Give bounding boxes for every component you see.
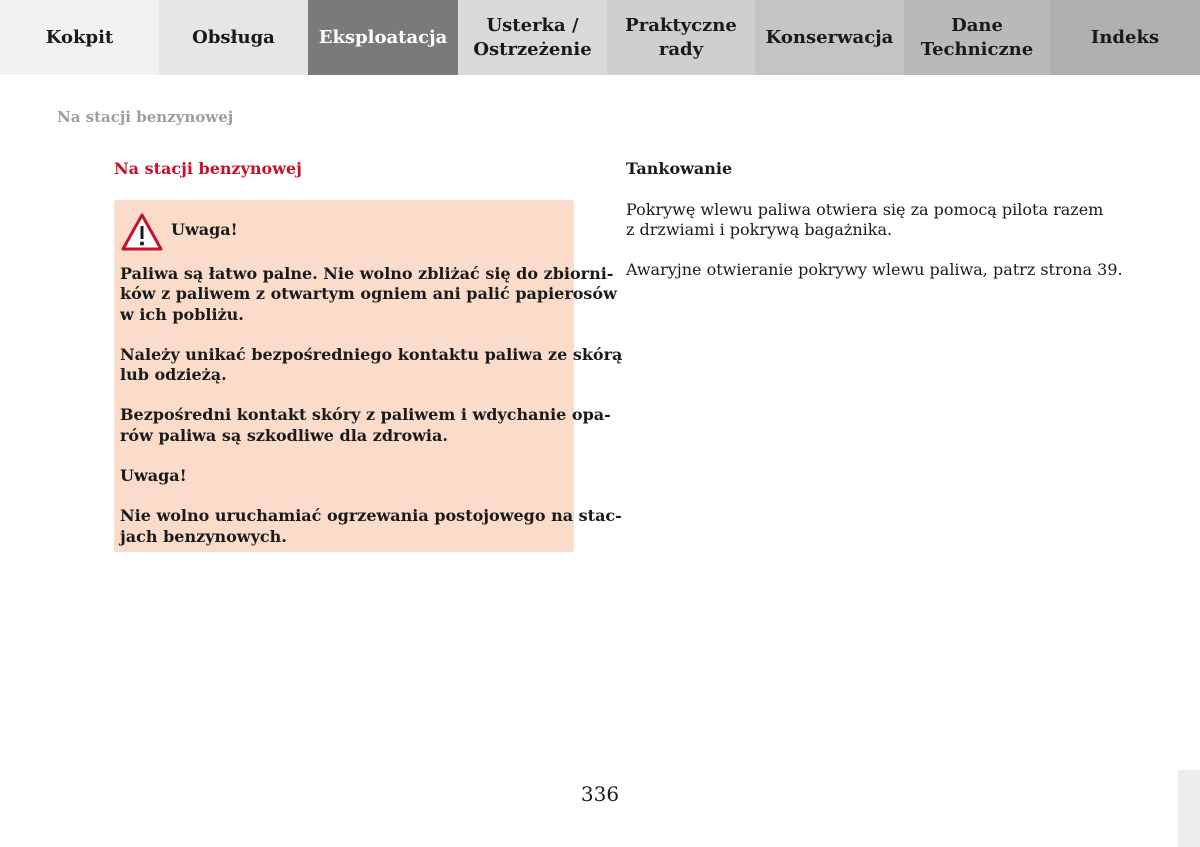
refueling-line: z drzwiami i pokrywą bagażnika.	[626, 220, 893, 239]
warning-line: Należy unikać bezpośredniego kontaktu paliwa ze skórą	[120, 344, 623, 364]
emergency-opening-paragraph	[626, 260, 1123, 280]
warning-title: Uwaga!	[171, 219, 238, 239]
page-number: 336	[580, 782, 620, 806]
tab-eksploatacja[interactable]: Eksploatacja	[308, 0, 458, 75]
warning-line: ków z paliwem z otwartym ogniem ani palić papierosów	[120, 284, 617, 304]
tab-kokpit[interactable]: Kokpit	[0, 0, 159, 75]
warning-paragraph	[120, 466, 566, 486]
warning-line: Paliwa są łatwo palne. Nie wolno zbliżać się do zbiorni-	[120, 264, 614, 283]
warning-line: Uwaga!	[120, 466, 187, 486]
chapter-tab-bar	[0, 0, 1200, 75]
section-heading: Na stacji benzynowej	[114, 159, 302, 178]
warning-line: Bezpośredni kontakt skóry z paliwem i wdychanie opa-	[120, 405, 611, 425]
tab-dane-techniczne[interactable]: Dane Techniczne	[904, 0, 1050, 75]
refueling-line: Pokrywę wlewu paliwa otwiera się za pomocą pilota razem	[626, 200, 1104, 219]
warning-paragraph	[120, 405, 611, 446]
tab-konserwacja[interactable]: Konserwacja	[755, 0, 904, 75]
warning-box	[114, 200, 623, 552]
warning-line: rów paliwa są szkodliwe dla zdrowia.	[120, 425, 448, 445]
warning-paragraph	[120, 264, 617, 325]
warning-paragraph	[120, 506, 622, 547]
warning-header	[120, 212, 566, 252]
refueling-line: Awaryjne otwieranie pokrywy wlewu paliwa, patrz strona 39.	[626, 260, 1123, 279]
refueling-paragraph	[626, 200, 1103, 240]
warning-line: Nie wolno uruchamiać ogrzewania postojowego na stac-	[120, 506, 622, 526]
tab-usterka-ostrzezenie[interactable]: Usterka / Ostrzeżenie	[458, 0, 607, 75]
warning-line: jach benzynowych.	[120, 526, 287, 546]
tab-obsluga[interactable]: Obsługa	[159, 0, 308, 75]
refueling-heading: Tankowanie	[626, 159, 733, 178]
warning-triangle-icon	[120, 212, 164, 252]
warning-paragraph	[120, 344, 623, 386]
warning-line: lub odzieżą.	[120, 365, 227, 385]
edge-thumb-tab	[1178, 770, 1200, 847]
breadcrumb: Na stacji benzynowej	[57, 108, 234, 126]
warning-line: w ich pobliżu.	[120, 304, 244, 324]
tab-praktyczne-rady[interactable]: Praktyczne rady	[607, 0, 755, 75]
tab-indeks[interactable]: Indeks	[1050, 0, 1200, 75]
